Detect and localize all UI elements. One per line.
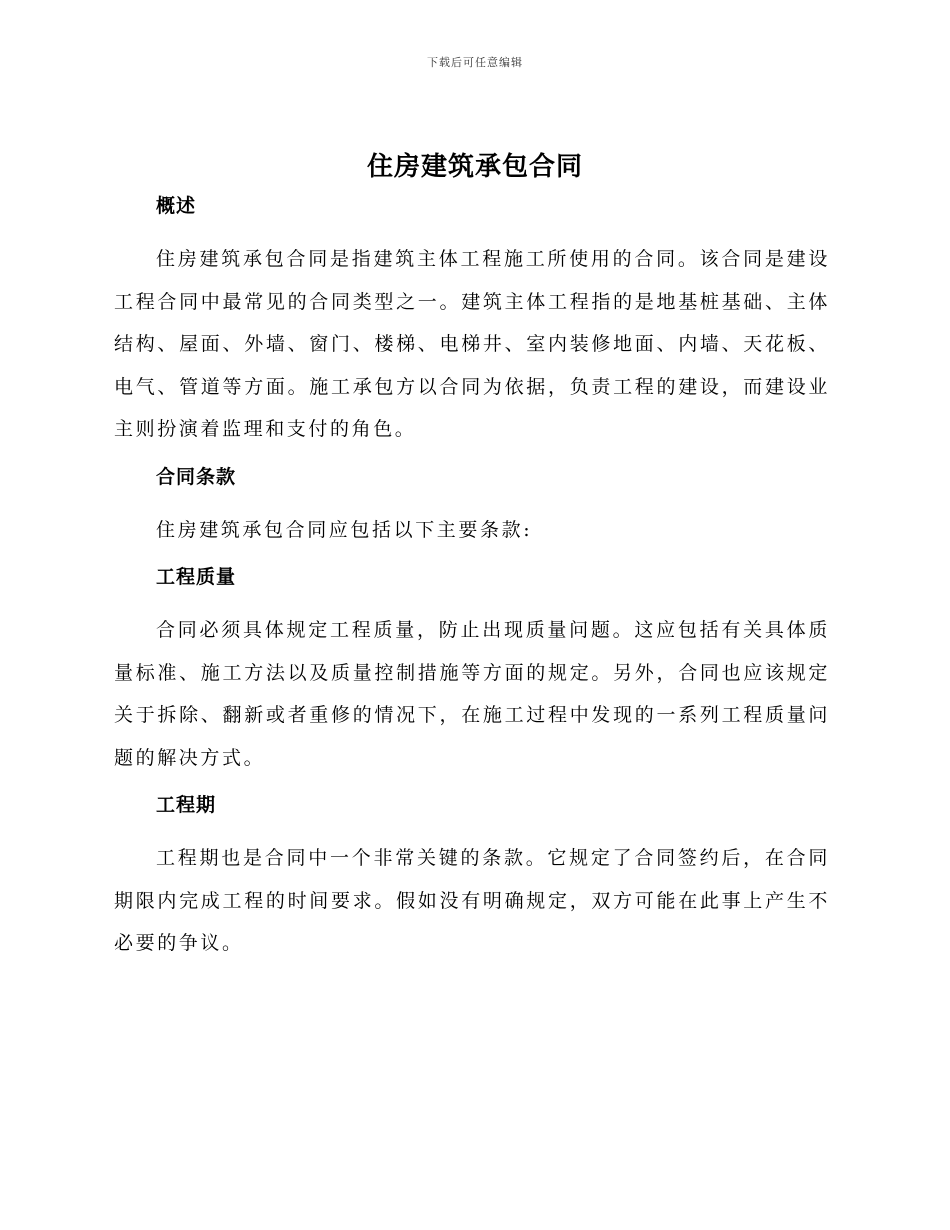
paragraph-overview: 住房建筑承包合同是指建筑主体工程施工所使用的合同。该合同是建设工程合同中最常见的合同类型之一。建筑主体工程指的是地基桩基础、主体结构、屋面、外墙、窗门、楼梯、电梯井、室内装修地面、内墙、天花板、电气、管道等方面。施工承包方以合同为依据，负责工程的建设，而建设业主则扮演着监理和支付的角色。 (114, 248, 830, 440)
section-heading-quality: 工程质量 (156, 566, 237, 588)
paragraph-terms: 住房建筑承包合同应包括以下主要条款: (156, 518, 533, 541)
section-heading-period: 工程期 (156, 794, 217, 816)
document-body (114, 190, 830, 973)
page-header-note: 下载后可任意编辑 (427, 56, 523, 69)
document-title: 住房建筑承包合同 (366, 152, 583, 182)
section-heading-overview: 概述 (156, 195, 197, 217)
paragraph-period: 工程期也是合同中一个非常关键的条款。它规定了合同签约后，在合同期限内完成工程的时间要求。假如没有明确规定，双方可能在此事上产生不必要的争议。 (114, 847, 830, 954)
section-heading-terms: 合同条款 (156, 465, 237, 488)
paragraph-quality: 合同必须具体规定工程质量，防止出现质量问题。这应包括有关具体质量标准、施工方法以及质量控制措施等方面的规定。另外，合同也应该规定关于拆除、翻新或者重修的情况下，在施工过程中发现的一系列工程质量问题的解决方式。 (114, 619, 830, 769)
